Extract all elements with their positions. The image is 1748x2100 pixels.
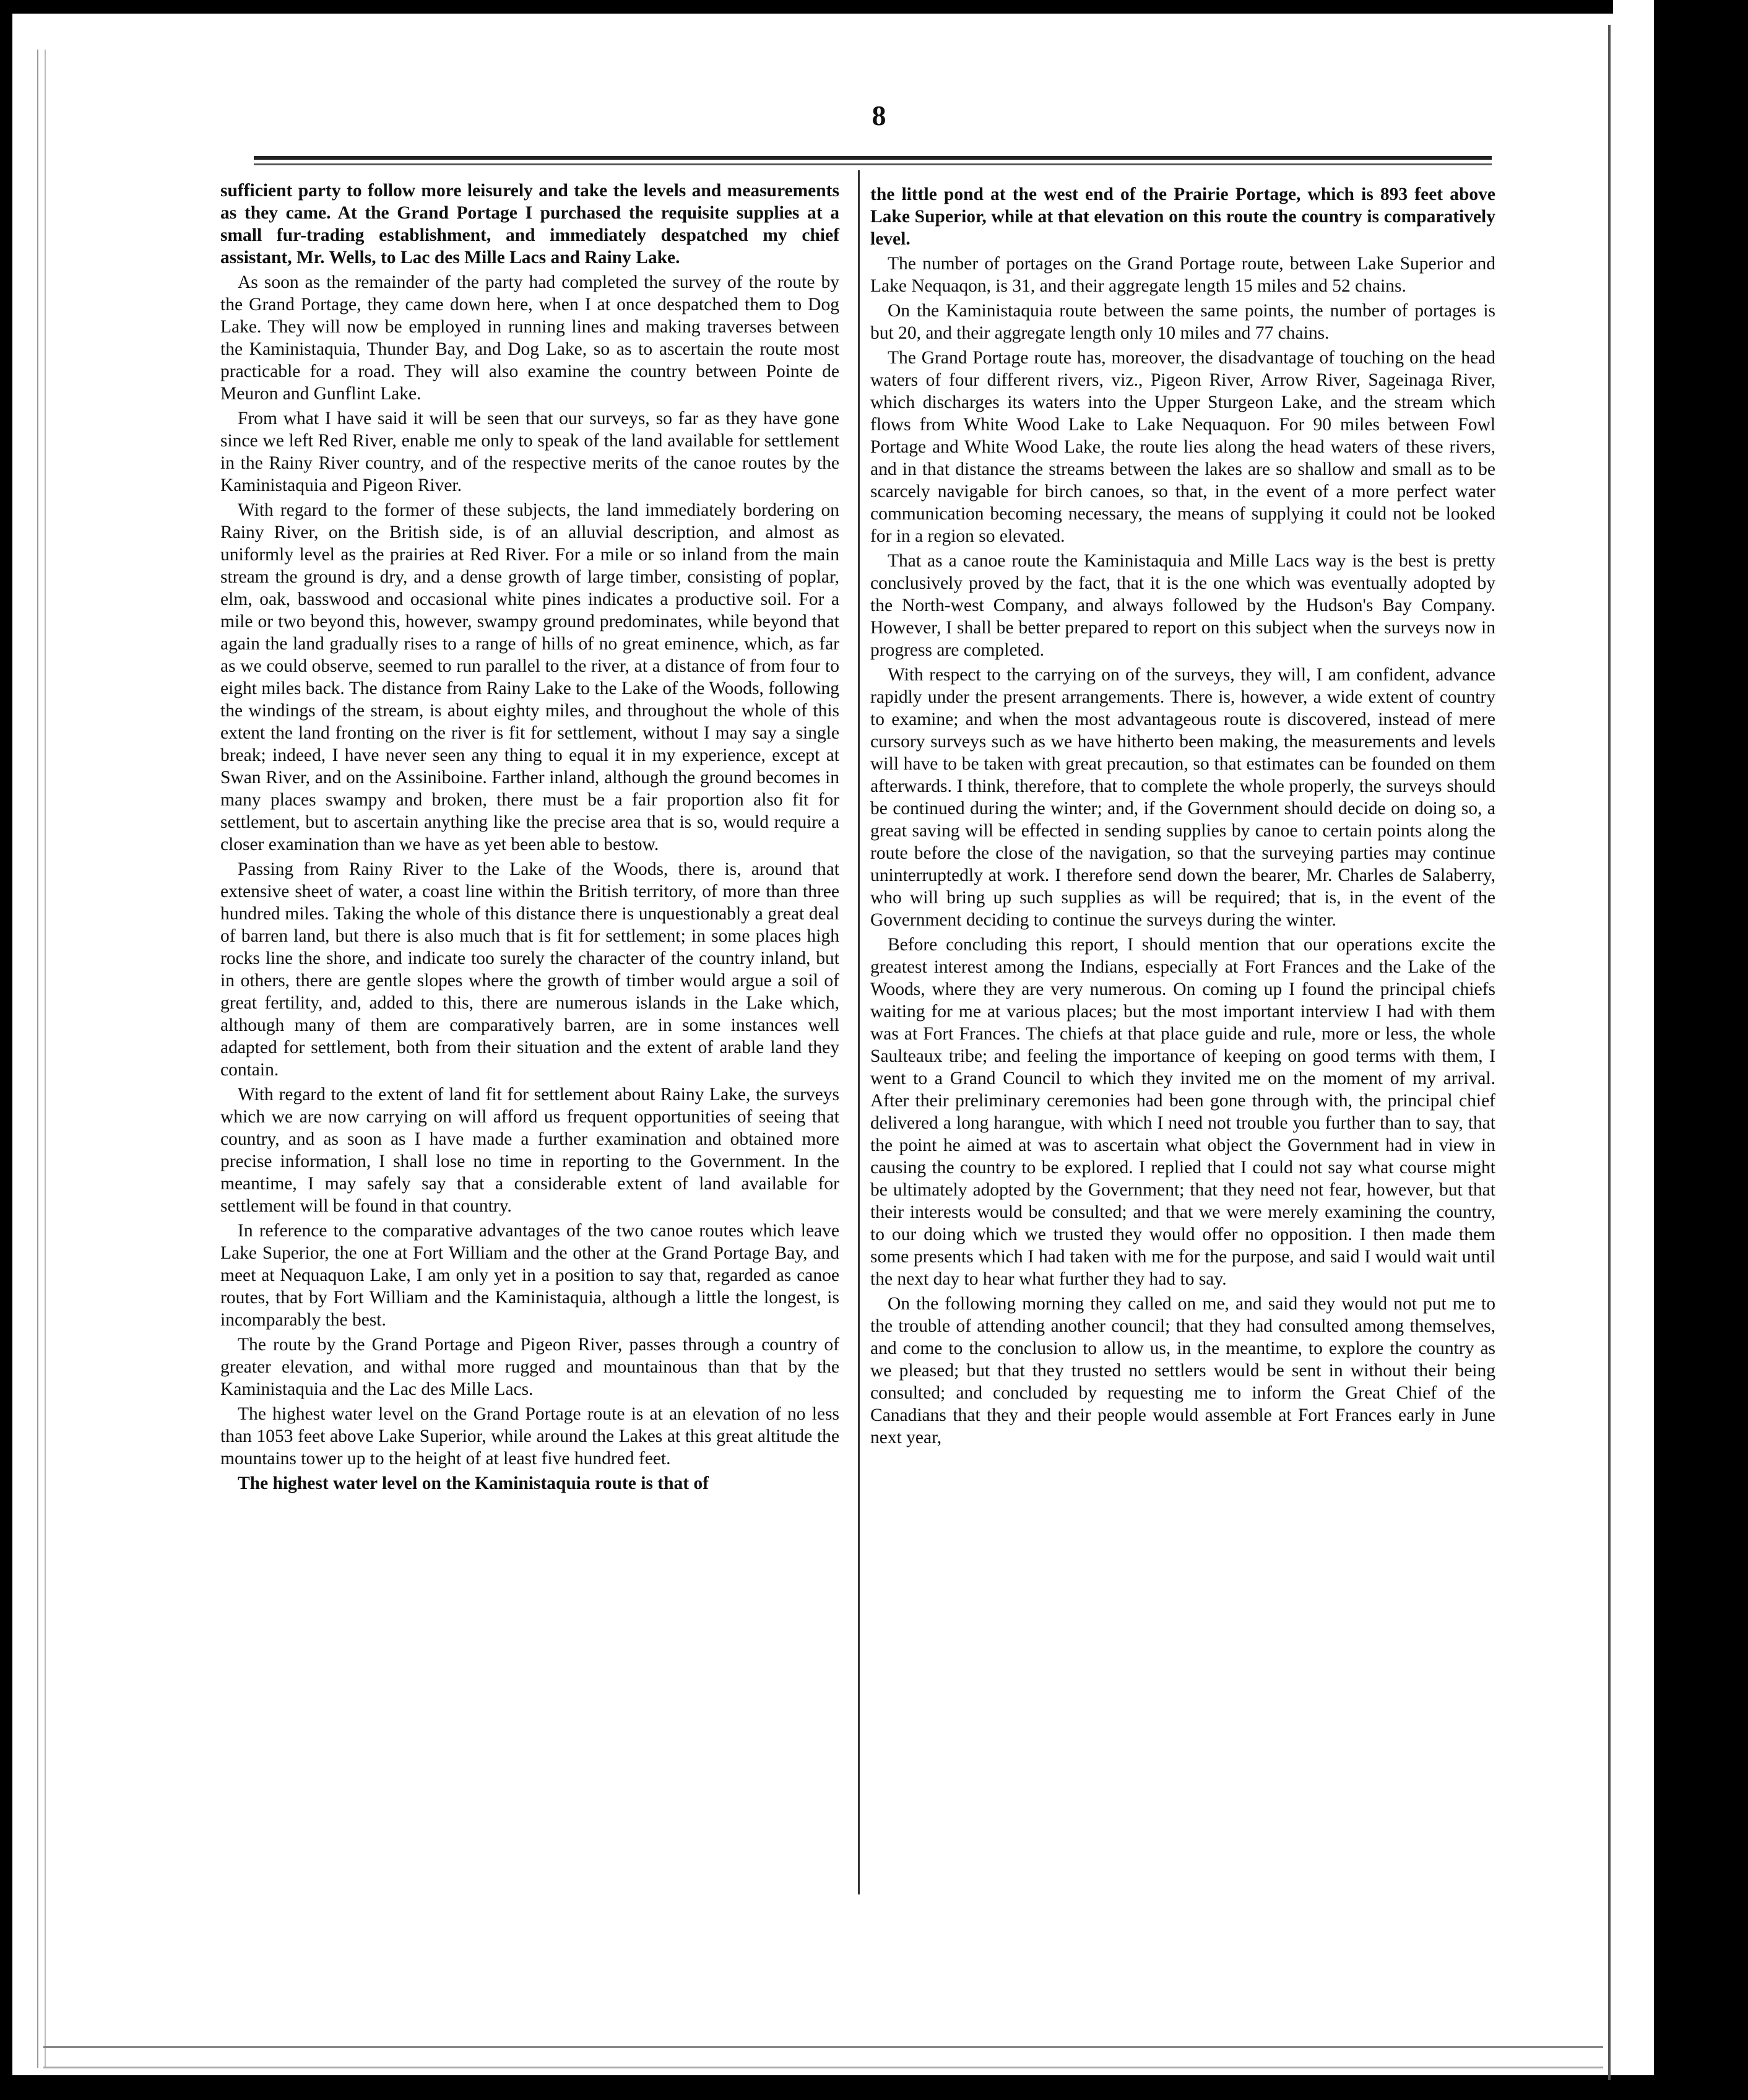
page-edge-right: [1608, 25, 1611, 2080]
scan-border-right: [1654, 0, 1748, 2100]
paragraph: From what I have said it will be seen that our surveys, so far as they have gone since we left Red River, enable me only to speak of the land available for settlement in the Rainy River country, and of the respective merits of the canoe routes by the Kaministaquia and Pigeon River.: [220, 409, 839, 495]
paragraph: That as a canoe route the Kaministaquia and Mille Lacs way is the best is pretty conclusively proved by the fact, that it is the one which was eventually adopted by the North-west Company, and always followed by the Hudson's Bay Company. However, I shall be better prepared to report on this subject when the surveys now in progress are completed.: [870, 551, 1495, 660]
paragraph: The number of portages on the Grand Portage route, between Lake Superior and Lake Nequaqon, is 31, and their aggregate length 15 miles and 52 chains.: [870, 254, 1495, 296]
paragraph: The highest water level on the Kaministaquia route is that of: [238, 1473, 709, 1493]
paragraph: The Grand Portage route has, moreover, the disadvantage of touching on the head waters of four different rivers, viz., Pigeon River, Arrow River, Sageinaga River, which discharges its waters into the Upper Sturgeon Lake, and the stream which flows from White Wood Lake to Lake Nequaquon. For 90 miles between Fowl Portage and White Wood Lake, the route lies along the head waters of these rivers, and in that distance the streams between the lakes are so shallow and small as to be scarcely navigable for birch canoes, so that, in the event of a more perfect water communication becoming necessary, the means of supplying it could not be looked for in a region so elevated.: [870, 348, 1495, 546]
stacked-page-edges-bottom: [43, 2046, 1603, 2068]
page-number: 8: [872, 100, 886, 131]
stacked-page-edges-left: [37, 50, 46, 2068]
paragraph: With regard to the former of these subjects, the land immediately bordering on Rainy River, on the British side, is of an alluvial description, and almost as uniformly level as the prairies at Red River. For a mile or so inland from the main stream the ground is dry, and a dense growth of large timber, consisting of poplar, elm, oak, basswood and occasional white pines indicates a productive soil. For a mile or two beyond this, however, swampy ground predominates, while beyond that again the land gradually rises to a range of hills of no great eminence, which, as far as we could observe, seemed to run parallel to the river, at a distance of from four to eight miles back. The distance from Rainy Lake to the Lake of the Woods, following the windings of the stream, is about eighty miles, and throughout the whole of this extent the land fronting on the river is fit for settlement, without I may say a single break; indeed, I have never seen any thing to equal it in my experience, except at Swan River, and on the Assiniboine. Farther inland, although the ground becomes in many places swampy and broken, there must be a fair proportion also fit for settlement, but to ascertain anything like the precise area that is so, would require a closer examination than we have as yet been able to bestow.: [220, 500, 839, 854]
column-divider: [858, 170, 860, 1894]
scan-border-left: [0, 0, 12, 2100]
header-rule-thin: [254, 163, 1492, 165]
paragraph: The route by the Grand Portage and Pigeon River, passes through a country of greater elevation, and withal more rugged and mountainous than that by the Kaministaquia and the Lac des Mille Lacs.: [220, 1335, 839, 1399]
paragraph: Passing from Rainy River to the Lake of the Woods, there is, around that extensive sheet of water, a coast line within the British territory, of more than three hundred miles. Taking the whole of this distance there is unquestionably a great deal of barren land, but there is also much that is fit for settlement; in some places high rocks line the shore, and indicate too surely the character of the country inland, but in others, there are gentle slopes where the growth of timber would argue a soil of great fertility, and, added to this, there are numerous islands in the Lake which, although many of them are comparatively barren, are in some instances well adapted for settlement, both from their situation and the extent of arable land they contain.: [220, 859, 839, 1080]
paragraph: As soon as the remainder of the party had completed the survey of the route by the Grand Portage, they came down here, when I at once despatched them to Dog Lake. They will now be employed in running lines and making traverses between the Kaministaquia, Thunder Bay, and Dog Lake, so as to ascertain the route most practicable for a road. They will also examine the country between Pointe de Meuron and Gunflint Lake.: [220, 272, 839, 404]
header-rule: [254, 156, 1492, 160]
paragraph: the little pond at the west end of the Prairie Portage, which is 893 feet above Lake Superior, while at that elevation on this route the country is comparatively level.: [870, 184, 1495, 249]
paragraph: In reference to the comparative advantages of the two canoe routes which leave Lake Superior, the one at Fort William and the other at the Grand Portage Bay, and meet at Nequaquon Lake, I am only yet in a position to say that, regarded as canoe routes, that by Fort William and the Kaministaquia, although a little the longest, is incomparably the best.: [220, 1221, 839, 1330]
paragraph: sufficient party to follow more leisurely and take the levels and measurements as they came. At the Grand Portage I purchased the requisite supplies at a small fur-trading establishment, and immediately despatched my chief assistant, Mr. Wells, to Lac des Mille Lacs and Rainy Lake.: [220, 181, 839, 267]
right-column: [870, 183, 1495, 1886]
left-column: [220, 180, 839, 1882]
paragraph: On the following morning they called on me, and said they would not put me to the trouble of attending another council; that they had consulted among themselves, and come to the conclusion to allow us, in the meantime, to explore the country as we pleased; but that they trusted no settlers would be sent in without their being consulted; and concluded by requesting me to inform the Great Chief of the Canadians that they and their people would assemble at Fort Frances early in June next year,: [870, 1294, 1495, 1447]
paragraph: With respect to the carrying on of the surveys, they will, I am confident, advance rapidly under the present arrangements. There is, however, a wide extent of country to examine; and when the most advantageous route is discovered, instead of mere cursory surveys such as we have hitherto been making, the measurements and levels will have to be taken with great precaution, so that estimates can be founded on them afterwards. I think, therefore, that to complete the whole properly, the surveys should be continued during the winter; and, if the Government should decide on doing so, a great saving will be effected in sending supplies by canoe to certain points along the route before the close of the navigation, so that the surveying parties may continue uninterruptedly at work. I therefore send down the bearer, Mr. Charles de Salaberry, who will bring up such supplies as will be required; that is, in the event of the Government deciding to continue the surveys during the winter.: [870, 665, 1495, 930]
paragraph: With regard to the extent of land fit for settlement about Rainy Lake, the surveys which we are now carrying on will afford us frequent opportunities of seeing that country, and as soon as I have made a further examination and obtained more precise information, I shall lose no time in reporting to the Government. In the meantime, I may safely say that a considerable extent of land available for settlement will be found in that country.: [220, 1085, 839, 1216]
scan-border-top: [0, 0, 1748, 14]
scan-gap-right: [1613, 0, 1654, 2100]
paragraph: On the Kaministaquia route between the same points, the number of portages is but 20, and their aggregate length only 10 miles and 77 chains.: [870, 301, 1495, 343]
paragraph: The highest water level on the Grand Portage route is at an elevation of no less than 1053 feet above Lake Superior, while around the Lakes at this great altitude the mountains tower up to the height of at least five hundred feet.: [220, 1404, 839, 1469]
scan-border-bottom: [0, 2075, 1748, 2100]
paragraph: Before concluding this report, I should mention that our operations excite the greatest interest among the Indians, especially at Fort Frances and the Lake of the Woods, where they are very numerous. On coming up I found the principal chiefs waiting for me at various places; but the most important interview I had with them was at Fort Frances. The chiefs at that place guide and rule, more or less, the whole Saulteaux tribe; and feeling the importance of keeping on good terms with them, I went to a Grand Council to which they invited me on the moment of my arrival. After their preliminary ceremonies had been gone through with, the principal chief delivered a long harangue, with which I need not trouble you further than to say, that the point he aimed at was to ascertain what object the Government had in view in causing the country to be explored. I replied that I could not say what course might be ultimately adopted by the Government; that they need not fear, however, but that their interests would be consulted; and that we were merely examining the country, to our doing which we trusted they would offer no opposition. I then made them some presents which I had taken with me for the purpose, and said I would wait until the next day to hear what further they had to say.: [870, 935, 1495, 1289]
